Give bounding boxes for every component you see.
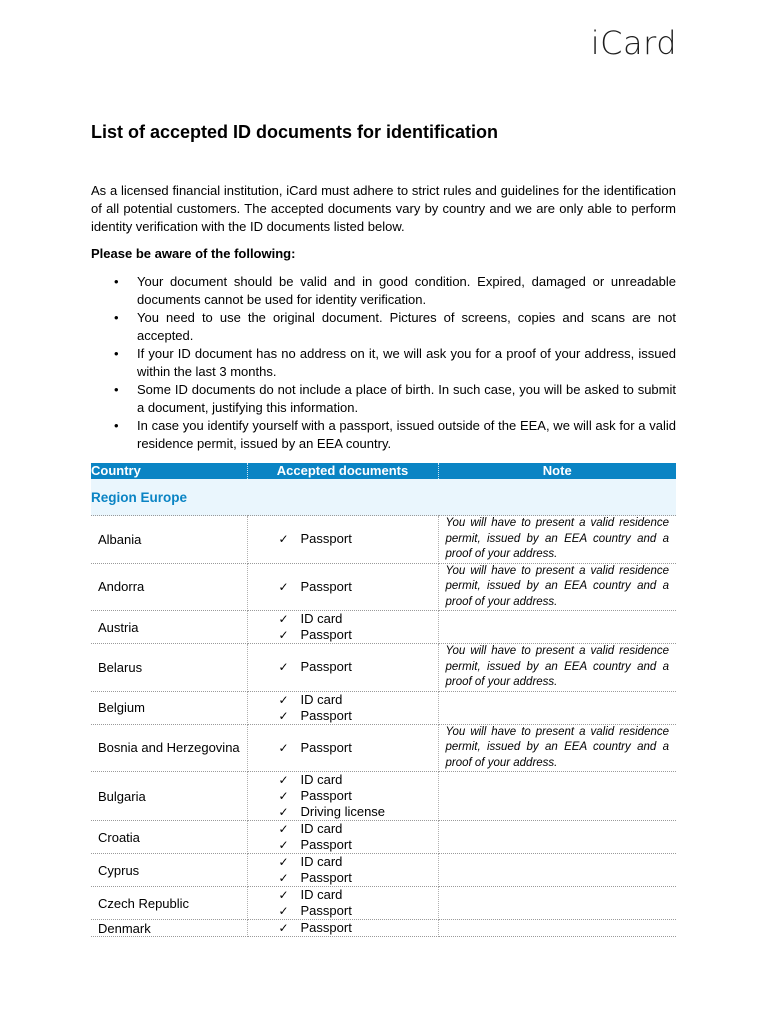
bullet-icon: • [114,346,119,361]
note-text: You need to use the original document. Pictures of screens, copies and scans are not accepted. [137,310,676,343]
document-name: ID card [300,691,343,707]
table-row [91,516,676,564]
document-name: Passport [300,578,352,594]
documents-cell [247,516,438,564]
document-item [279,772,438,788]
country-cell: Andorra [91,563,247,611]
document-item [279,887,438,903]
country-cell: Denmark [91,920,247,937]
check-icon: ✓ [278,805,289,819]
document-item [279,611,438,627]
note-cell [438,821,676,854]
note-item [91,273,676,308]
document-item [279,854,438,870]
check-icon: ✓ [278,921,289,935]
note-cell: You will have to present a valid residence permit, issued by an EEA country and a proof of your address. [438,644,676,692]
document-list [248,611,438,643]
documents-cell [247,563,438,611]
table-row [91,691,676,724]
check-icon: ✓ [278,660,289,675]
table-row [91,644,676,692]
documents-cell [247,854,438,887]
document-name: Passport [300,920,352,935]
country-cell: Austria [91,611,247,644]
note-item [91,381,676,416]
documents-cell [247,920,438,937]
documents-cell [247,772,438,821]
bullet-icon: • [114,310,119,325]
document-list [248,659,438,675]
table-row [91,724,676,772]
check-icon: ✓ [278,888,289,902]
document-name: Passport [300,837,352,852]
bullet-icon: • [114,418,119,433]
country-cell: Cyprus [91,854,247,887]
documents-cell [247,821,438,854]
documents-cell [247,724,438,772]
header-country: Country [91,463,247,479]
header-documents: Accepted documents [247,463,438,479]
documents-cell [247,887,438,920]
check-icon: ✓ [278,532,289,547]
page-title: List of accepted ID documents for identification [91,122,499,142]
document-item [279,821,438,837]
note-cell [438,887,676,920]
bullet-icon: • [114,274,119,289]
document-item [279,870,438,886]
note-text: Some ID documents do not include a place of birth. In such case, you will be asked to submit a document, justifying this information. [137,382,676,415]
table-row [91,563,676,611]
document-list [248,920,438,936]
document-name: Passport [300,627,352,642]
check-icon: ✓ [278,789,289,803]
document-name: Passport [300,659,352,675]
note-cell: You will have to present a valid residence permit, issued by an EEA country and a proof of your address. [438,563,676,611]
note-item [91,309,676,344]
note-item [91,417,676,452]
check-icon: ✓ [278,822,289,836]
country-cell: Croatia [91,821,247,854]
document-name: Driving license [300,804,386,819]
country-cell: Albania [91,516,247,564]
intro-paragraph: As a licensed financial institution, iCard must adhere to strict rules and guidelines for the identification of all potential customers. The accepted documents vary by country and we are only able to perform identity verification with the ID documents listed below. [91,183,676,234]
document-name: ID card [300,854,343,869]
note-cell [438,854,676,887]
check-icon: ✓ [278,628,289,642]
document-list [248,740,438,756]
check-icon: ✓ [278,692,289,707]
document-item [279,708,438,724]
document-name: ID card [300,611,343,626]
documents-cell [247,691,438,724]
document-item [279,903,438,919]
check-icon: ✓ [278,612,289,626]
country-cell: Bosnia and Herzegovina [91,724,247,772]
documents-cell [247,644,438,692]
region-label: Region Europe [91,479,676,516]
note-cell [438,611,676,644]
check-icon: ✓ [278,838,289,852]
document-name: Passport [300,739,352,755]
check-icon: ✓ [278,773,289,787]
document-name: Passport [300,788,352,803]
note-text: In case you identify yourself with a passport, issued outside of the EEA, we will ask for a valid residence permit, issued by an EEA country. [137,418,676,451]
check-icon: ✓ [278,904,289,918]
document-name: Passport [300,531,352,547]
document-item [279,692,438,708]
check-icon: ✓ [278,579,289,594]
notes-list [91,273,676,453]
document-item [279,659,438,675]
document-name: ID card [300,887,343,902]
table-row [91,887,676,920]
document-list [248,772,438,820]
note-item [91,345,676,380]
bullet-icon: • [114,382,119,397]
table-header-row [91,463,676,479]
note-cell [438,691,676,724]
aware-heading: Please be aware of the following: [91,246,296,261]
document-list [248,887,438,919]
document-list [248,531,438,547]
document-item [279,579,438,595]
documents-cell [247,611,438,644]
note-text: Your document should be valid and in good condition. Expired, damaged or unreadable documents cannot be used for identity verification. [137,274,676,307]
table-row [91,920,676,937]
document-item [279,740,438,756]
document-item [279,531,438,547]
table-row [91,772,676,821]
document-item [279,788,438,804]
country-cell: Czech Republic [91,887,247,920]
note-cell [438,772,676,821]
document-name: ID card [300,772,343,787]
note-cell [438,920,676,937]
header-note: Note [438,463,676,479]
table-row [91,611,676,644]
document-name: Passport [300,707,352,723]
document-name: Passport [300,903,352,918]
document-list [248,821,438,853]
document-item [279,627,438,643]
icard-logo: iCard [590,24,677,62]
country-cell: Belarus [91,644,247,692]
document-item [279,837,438,853]
region-row [91,479,676,516]
table-row [91,854,676,887]
check-icon: ✓ [278,855,289,869]
country-cell: Bulgaria [91,772,247,821]
table-row [91,821,676,854]
document-item [279,804,438,820]
document-name: ID card [300,821,343,836]
document-list [248,854,438,886]
check-icon: ✓ [278,871,289,885]
check-icon: ✓ [278,708,289,723]
country-cell: Belgium [91,691,247,724]
check-icon: ✓ [278,740,289,755]
documents-table [91,463,676,937]
document-list [248,579,438,595]
document-list [248,692,438,724]
note-text: If your ID document has no address on it, we will ask you for a proof of your address, issued within the last 3 months. [137,346,676,379]
note-cell: You will have to present a valid residence permit, issued by an EEA country and a proof of your address. [438,724,676,772]
document-item [279,920,438,936]
note-cell: You will have to present a valid residence permit, issued by an EEA country and a proof of your address. [438,516,676,564]
document-name: Passport [300,870,352,885]
